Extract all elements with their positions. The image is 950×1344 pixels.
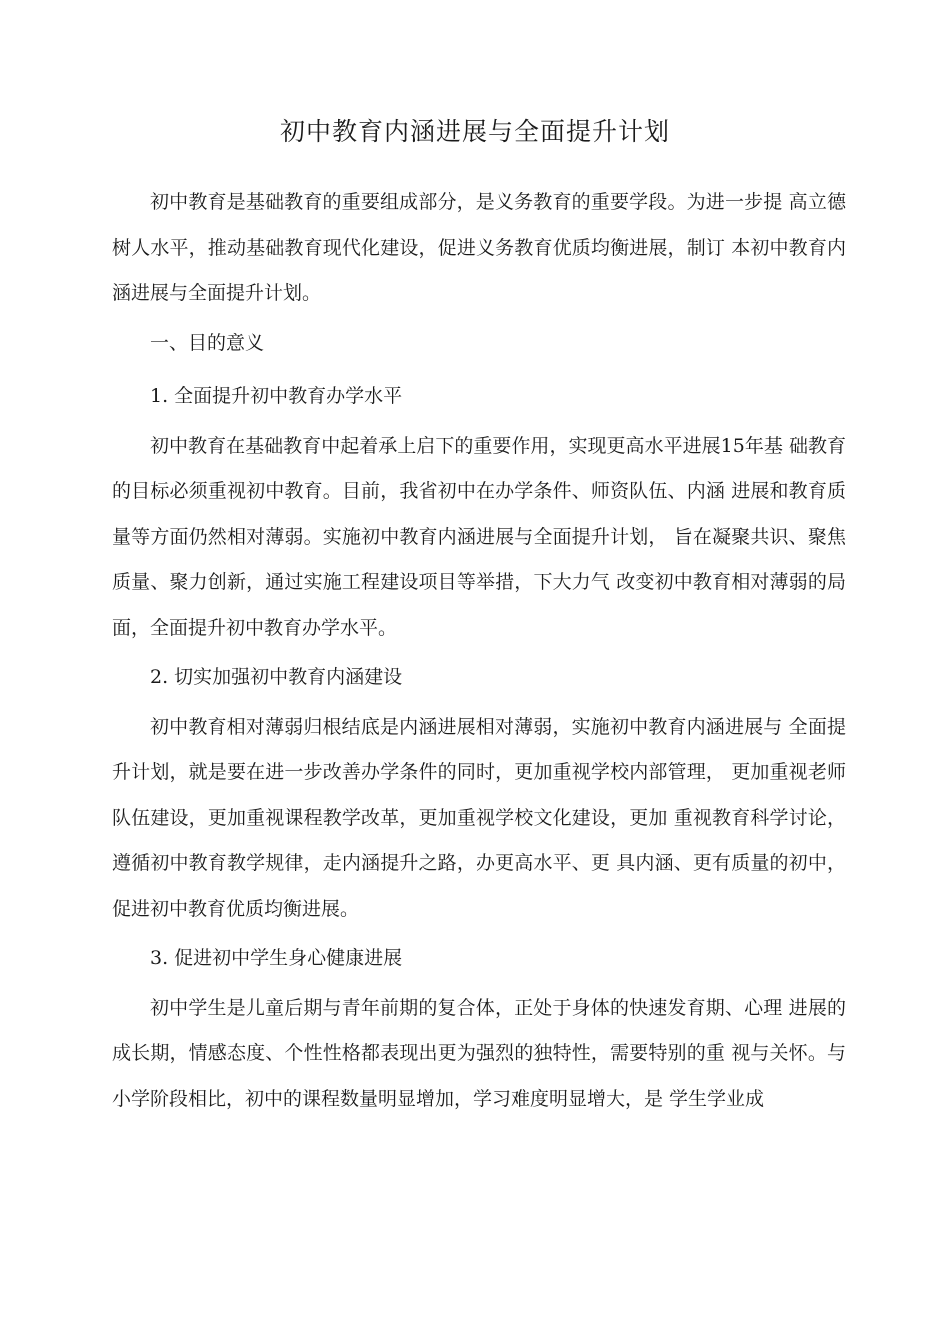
document-title: 初中教育内涵进展与全面提升计划: [279, 117, 670, 146]
subsection-body-1: 初中教育在基础教育中起着承上启下的重要作用，实现更高水平进展15年基 础教育的目标必须重视初中教育。目前，我省初中在办学条件、师资队伍、内涵 进展和教育质量等方面仍然相对薄弱。实施初中教育内涵进展与全面提升计划， 旨在凝聚共识、聚焦质量、聚力创新，通过实施工程建设项目等举措，下大力气 改变初中教育相对薄弱的局面，全面提升初中教育办学水平。: [112, 434, 846, 639]
subsection-heading-3: 3. 促进初中学生身心健康进展: [150, 947, 403, 969]
subsection-body-2: 初中教育相对薄弱归根结底是内涵进展相对薄弱，实施初中教育内涵进展与 全面提升计划，就是要在进一步改善办学条件的同时，更加重视学校内部管理， 更加重视老师队伍建设，更加重视课程教学改革，更加重视学校文化建设，更加 重视教育科学讨论，遵循初中教育教学规律，走内涵提升之路，办更高水平、更 具内涵、更有质量的初中，促进初中教育优质均衡进展。: [112, 715, 846, 920]
subsection-heading-1: 1. 全面提升初中教育办学水平: [150, 385, 403, 407]
section-heading-purpose: 一、目的意义: [150, 331, 265, 354]
document-body: [112, 180, 846, 1122]
subsection-body-3: 初中学生是儿童后期与青年前期的复合体，正处于身体的快速发育期、心理 进展的成长期，情感态度、个性性格都表现出更为强烈的独特性，需要特别的重 视与关怀。与小学阶段相比，初中的课程数量明显增加，学习难度明显增大，是 学生学业成: [112, 996, 846, 1110]
subsection-heading-2: 2. 切实加强初中教育内涵建设: [150, 666, 403, 688]
intro-paragraph: 初中教育是基础教育的重要组成部分，是义务教育的重要学段。为进一步提 高立德树人水平，推动基础教育现代化建设，促进义务教育优质均衡进展，制订 本初中教育内涵进展与全面提升计划。: [112, 191, 846, 304]
